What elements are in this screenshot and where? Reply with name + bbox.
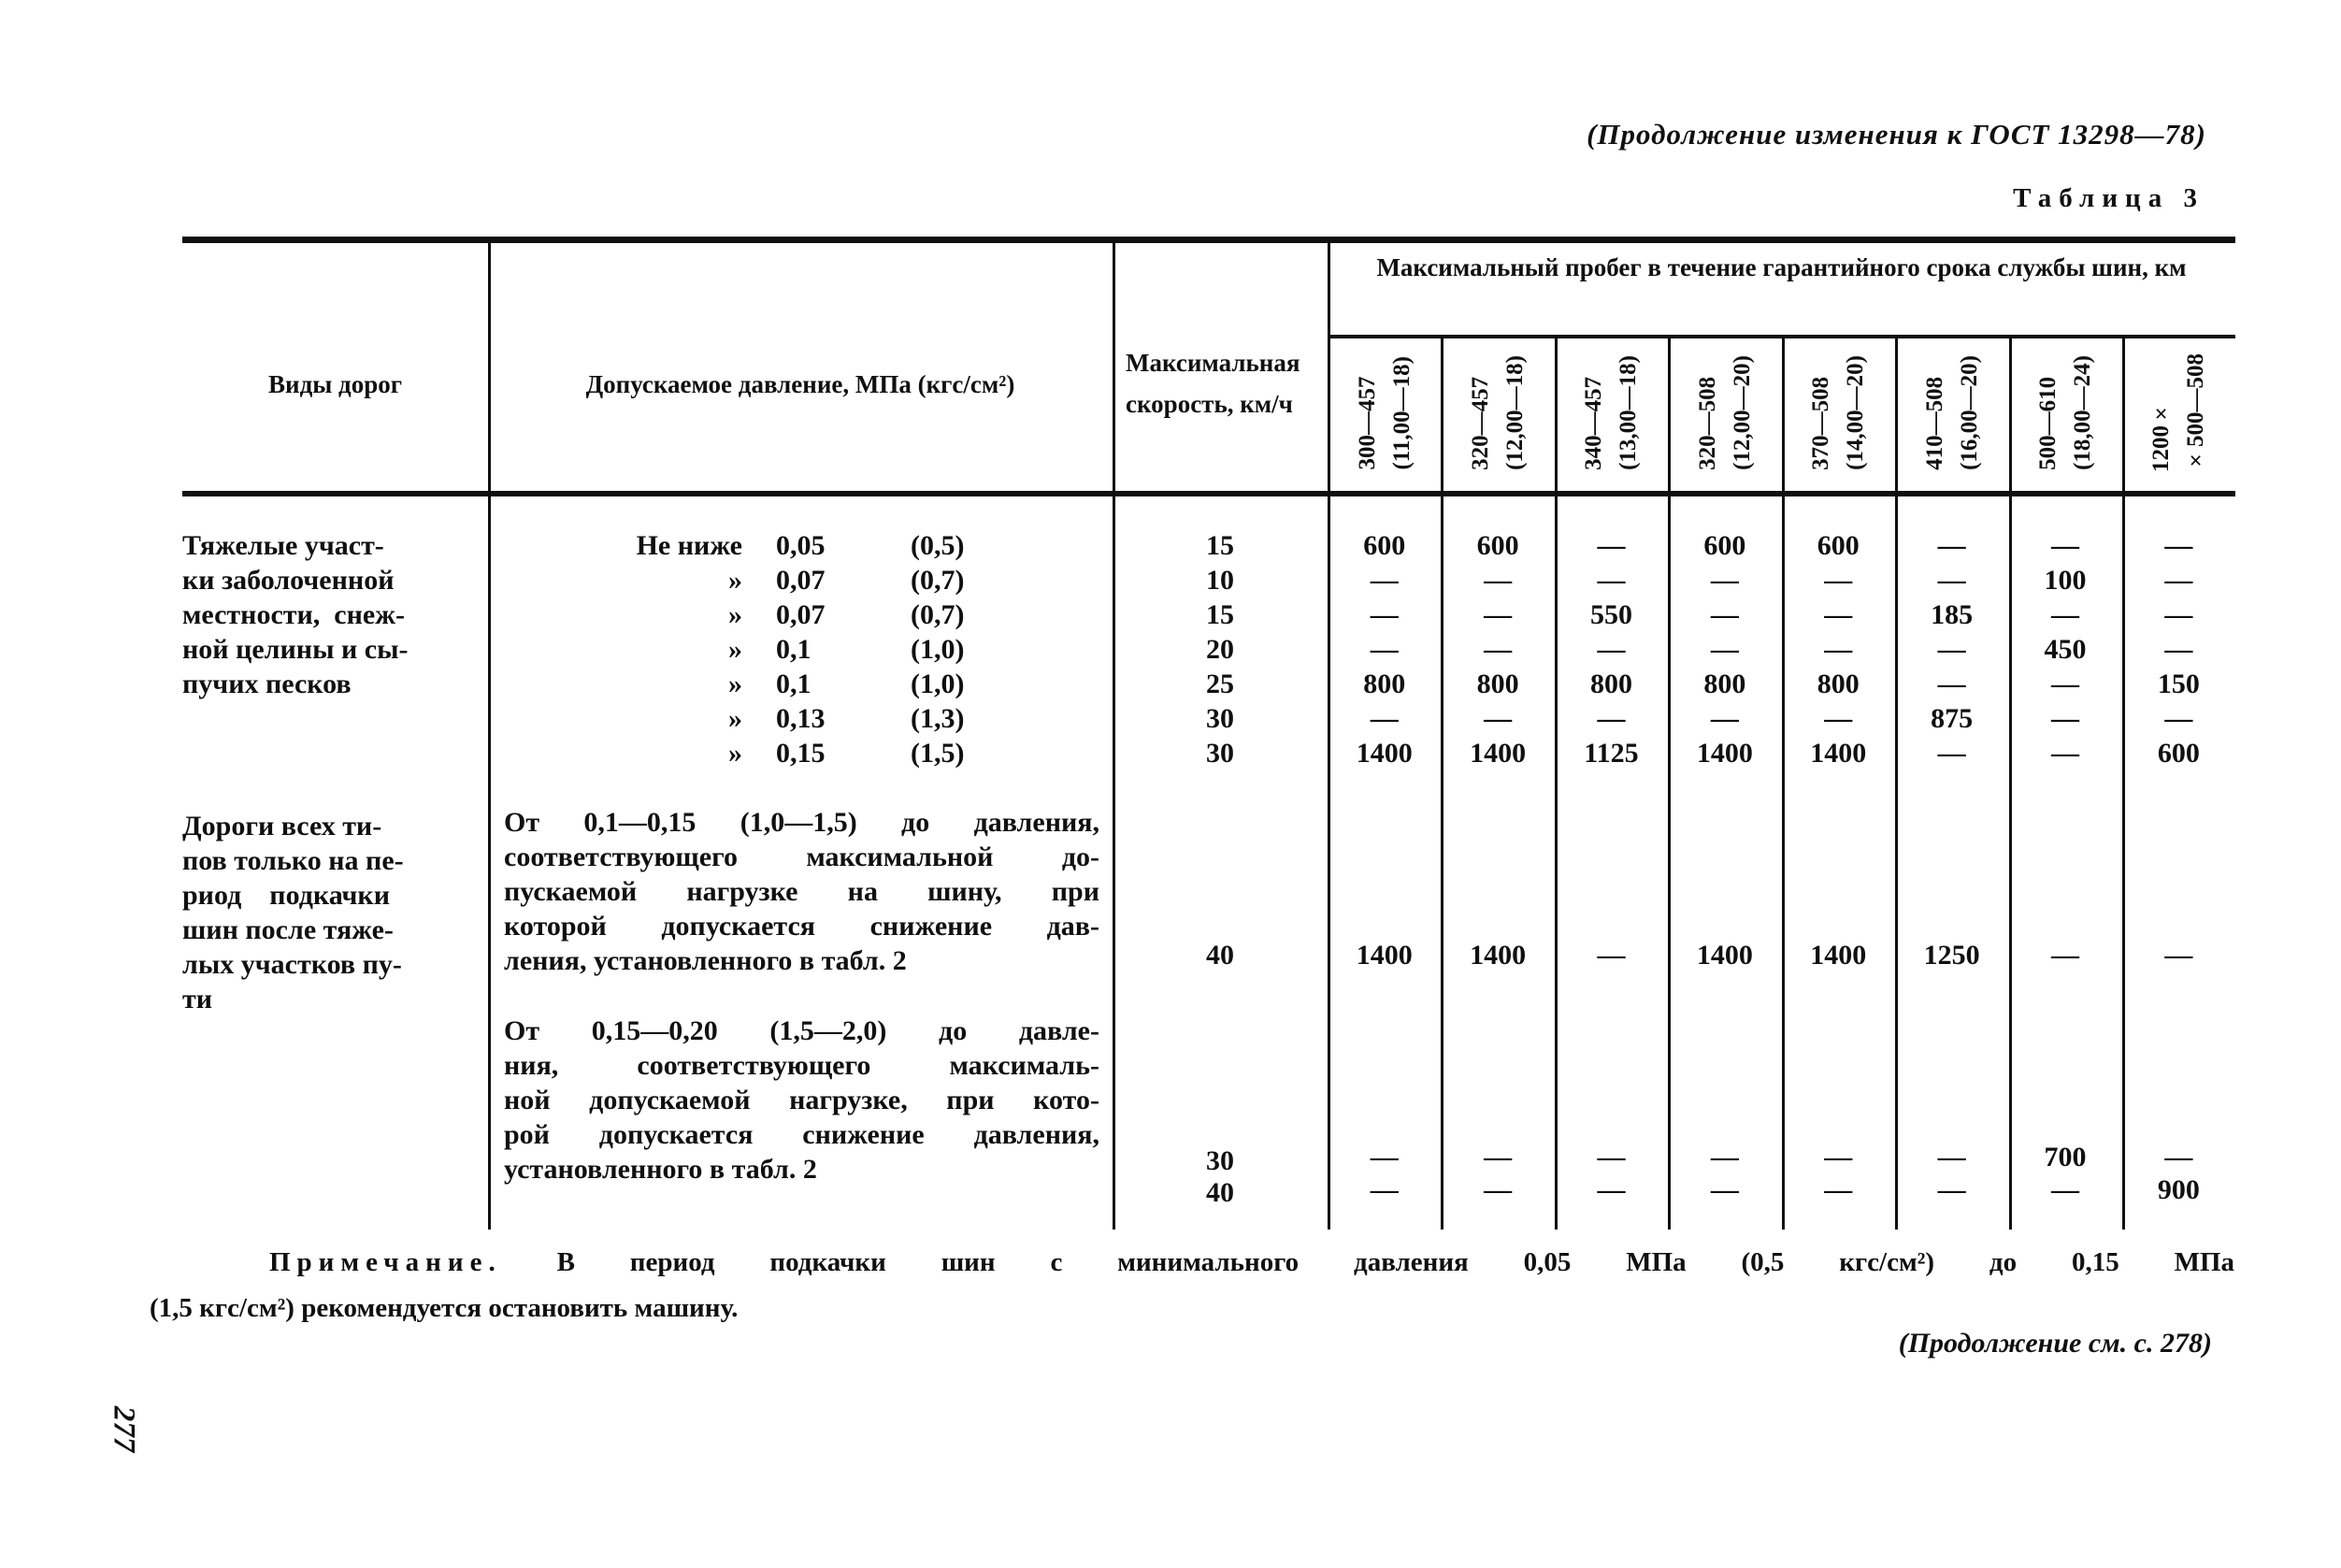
mileage-cell: — <box>1370 599 1399 630</box>
mileage-cell: — <box>1597 1174 1626 1205</box>
mileage-cell: 800 <box>1476 669 1519 699</box>
tire-size-metric: 1200× <box>2148 400 2175 472</box>
mileage-cell: — <box>1597 1142 1626 1172</box>
mileage-cell: — <box>1484 1142 1513 1172</box>
note-line-2: (1,5 кгс/см²) рекомендуется остановить машину. <box>150 1293 739 1323</box>
speed-cell: 30 <box>1206 1145 1234 1176</box>
mileage-cell: — <box>1484 565 1513 596</box>
road-type-line: пов только на пе- <box>182 845 404 876</box>
tire-size-metric: 500—610 <box>2034 376 2061 470</box>
pressure-paragraph-line: ной допускаемой нагрузке, при кото- <box>504 1085 1099 1115</box>
mileage-cell: 1400 <box>1356 738 1413 769</box>
tire-size-inch: (14,00—20) <box>1843 355 1869 470</box>
pressure-paragraph-2 <box>504 1014 1099 1187</box>
mileage-cell: — <box>1370 565 1399 596</box>
column-header-pressure: Допускаемое давление, МПа (кгс/см²) <box>585 370 1015 398</box>
mileage-cell: — <box>1710 1142 1739 1172</box>
tire-size-inch: (13,00—18) <box>1616 355 1642 470</box>
pressure-mpa: 0,05 <box>776 530 826 561</box>
mileage-cell: — <box>2164 703 2193 734</box>
mileage-column <box>2008 805 2121 1230</box>
mileage-cell: 600 <box>1476 530 1519 561</box>
mileage-cell: — <box>2164 599 2193 630</box>
pressure-paragraph-line: которой допускается снижение дав- <box>504 911 1099 942</box>
mileage-cell: 700 <box>2044 1142 2087 1172</box>
tire-size-header <box>2122 335 2235 491</box>
tire-size-header-row <box>1328 335 2235 491</box>
tire-size-header <box>2008 335 2121 491</box>
road-type-text-2 <box>182 809 488 1016</box>
mileage-column <box>1782 805 1895 1230</box>
mileage-cell: — <box>1710 703 1739 734</box>
pressure-kgf: (0,7) <box>911 565 965 596</box>
pressure-mpa: 0,07 <box>776 565 826 596</box>
mileage-cell: — <box>1824 1142 1853 1172</box>
tire-size-rotated-label <box>2144 353 2213 472</box>
pressure-paragraph-line: ния, соответствующего максималь- <box>504 1050 1099 1081</box>
road-type-line: ки заболоченной <box>182 565 395 596</box>
table-number-label: Таблица 3 <box>2013 183 2205 213</box>
mileage-cell: — <box>1710 634 1739 665</box>
mileage-cell: — <box>2050 940 2079 971</box>
column-header-mileage: Максимальный пробег в течение гарантийного срока службы шин, км <box>1376 253 2187 281</box>
road-type-line: риод подкачки <box>182 880 390 911</box>
pressure-cell <box>488 597 1113 632</box>
mileage-cell: 185 <box>1931 599 1974 630</box>
mileage-cell: — <box>2164 634 2193 665</box>
pressure-qualifier: » <box>728 738 742 769</box>
pressure-description-column <box>488 805 1113 1230</box>
pressure-qualifier: » <box>728 565 742 596</box>
mileage-cell: — <box>1597 940 1626 971</box>
mileage-cell: — <box>1484 599 1513 630</box>
pressure-qualifier: » <box>728 703 742 734</box>
mileage-column <box>1668 805 1781 1230</box>
mileage-cell: — <box>1597 530 1626 561</box>
pressure-qualifier: Не ниже <box>636 530 742 561</box>
pressure-kgf: (1,5) <box>911 738 965 769</box>
mileage-cell: — <box>1824 565 1853 596</box>
mileage-cell: — <box>1484 1174 1513 1205</box>
tire-size-inch: (18,00—24) <box>2069 355 2095 470</box>
tire-size-rotated-label <box>1576 355 1645 470</box>
tire-size-header <box>1668 335 1781 491</box>
speed-cell: 15 <box>1206 530 1234 561</box>
column-header-speed-line1: Максимальная <box>1126 349 1300 377</box>
pressure-paragraph-line: установленного в табл. 2 <box>504 1154 817 1185</box>
road-type-line: ти <box>182 984 213 1014</box>
mileage-cell: 800 <box>1703 669 1746 699</box>
pressure-kgf: (1,0) <box>911 634 965 665</box>
tire-size-inch: (12,00—18) <box>1502 355 1529 470</box>
mileage-cell: — <box>1824 634 1853 665</box>
mileage-cell: — <box>2164 565 2193 596</box>
mileage-cell: — <box>1597 634 1626 665</box>
tire-size-inch: ×500—508 <box>2183 353 2209 472</box>
pressure-paragraph-line: От 0,15—0,20 (1,5—2,0) до давле- <box>504 1015 1099 1046</box>
mileage-cell: 600 <box>2157 738 2200 769</box>
pressure-cell <box>488 701 1113 736</box>
note-label: Примечание. <box>269 1247 502 1277</box>
mileage-column <box>1895 805 2008 1230</box>
tire-size-rotated-label <box>1917 355 1987 470</box>
table-header <box>182 243 2235 491</box>
mileage-cell: — <box>1824 1174 1853 1205</box>
tire-size-header <box>1782 335 1895 491</box>
road-type-line: лых участков пу- <box>182 949 402 980</box>
pressure-kgf: (0,5) <box>911 530 965 561</box>
tire-mileage-table <box>182 237 2235 1230</box>
tire-size-metric: 340—457 <box>1581 376 1607 470</box>
tire-size-rotated-label <box>1350 356 1419 470</box>
tire-size-metric: 410—508 <box>1921 376 1947 470</box>
speed-cell: 15 <box>1206 599 1234 630</box>
mileage-cell: 550 <box>1589 599 1632 630</box>
pressure-cell <box>488 667 1113 701</box>
road-type-line: шин после тяже- <box>182 914 394 945</box>
mileage-cell: 875 <box>1931 703 1974 734</box>
pressure-qualifier: » <box>728 669 742 699</box>
mileage-cell: — <box>2164 530 2193 561</box>
mileage-cell: — <box>1370 703 1399 734</box>
tire-size-rotated-label <box>1690 355 1759 470</box>
tire-size-inch: (16,00—20) <box>1956 355 1982 470</box>
pressure-qualifier: » <box>728 634 742 665</box>
document-continuation-header: (Продолжение изменения к ГОСТ 13298—78) <box>1587 118 2206 151</box>
mileage-cell: 900 <box>2157 1174 2200 1205</box>
mileage-cell: — <box>1597 703 1626 734</box>
tire-size-header <box>1328 335 1441 491</box>
pressure-mpa: 0,1 <box>776 669 811 699</box>
mileage-cell: 800 <box>1817 669 1860 699</box>
mileage-cell: 600 <box>1817 530 1860 561</box>
mileage-cell: — <box>1370 1142 1399 1172</box>
pressure-paragraph-line: соответствующего максимальной до- <box>504 842 1099 872</box>
table-body-block-1 <box>182 496 2235 805</box>
mileage-cell: — <box>1937 565 1966 596</box>
mileage-column <box>2122 805 2235 1230</box>
speed-cell: 10 <box>1206 565 1234 596</box>
road-column-spacer <box>182 701 488 736</box>
pressure-paragraph-1 <box>504 805 1099 978</box>
pressure-kgf: (1,3) <box>911 703 965 734</box>
pressure-mpa: 0,15 <box>776 738 826 769</box>
road-type-text-1 <box>182 528 488 701</box>
mileage-cell: — <box>1937 1142 1966 1172</box>
tire-size-inch: (12,00—20) <box>1729 355 1755 470</box>
tire-size-metric: 320—457 <box>1468 376 1494 470</box>
mileage-cell: — <box>1597 565 1626 596</box>
mileage-cell: — <box>1710 1174 1739 1205</box>
speed-column <box>1113 805 1328 1230</box>
speed-cell: 25 <box>1206 669 1234 699</box>
tire-size-metric: 320—508 <box>1694 376 1720 470</box>
mileage-cell: 1400 <box>1356 940 1413 971</box>
pressure-qualifier: » <box>728 599 742 630</box>
mileage-cell: — <box>1937 634 1966 665</box>
tire-size-header <box>1555 335 1668 491</box>
mileage-cell: — <box>1937 669 1966 699</box>
note-line-1 <box>150 1240 2234 1286</box>
mileage-cell: — <box>2050 703 2079 734</box>
pressure-cell <box>488 632 1113 667</box>
mileage-cell: — <box>2050 599 2079 630</box>
pressure-mpa: 0,1 <box>776 634 811 665</box>
mileage-cell: — <box>1937 530 1966 561</box>
pressure-paragraph-line: От 0,1—0,15 (1,0—1,5) до давления, <box>504 807 1099 838</box>
tire-size-rotated-label <box>2031 355 2100 470</box>
mileage-cell: — <box>2050 1174 2079 1205</box>
table-body-block-2 <box>182 805 2235 1230</box>
pressure-kgf: (1,0) <box>911 669 965 699</box>
road-type-line: местности, снеж- <box>182 599 405 630</box>
tire-size-rotated-label <box>1463 355 1532 470</box>
mileage-cell: — <box>1370 1174 1399 1205</box>
mileage-cell: — <box>2164 940 2193 971</box>
pressure-paragraph-line: ления, установленного в табл. 2 <box>504 945 907 976</box>
pressure-paragraph-line: пускаемой нагрузке на шину, при <box>504 876 1099 907</box>
road-type-line: Тяжелые участ- <box>182 530 384 561</box>
pressure-cell <box>488 528 1113 563</box>
road-column-spacer <box>182 736 488 770</box>
speed-cell: 40 <box>1206 940 1234 971</box>
continuation-footnote: (Продолжение см. с. 278) <box>1898 1328 2212 1359</box>
speed-cell: 30 <box>1206 738 1234 769</box>
pressure-mpa: 0,07 <box>776 599 826 630</box>
mileage-cell: — <box>2050 738 2079 769</box>
mileage-cell: 1400 <box>1470 940 1527 971</box>
pressure-cell <box>488 736 1113 770</box>
road-type-line: пучих песков <box>182 669 352 699</box>
column-header-speed <box>1113 243 1328 491</box>
mileage-cell: — <box>1710 565 1739 596</box>
mileage-cell: 450 <box>2044 634 2087 665</box>
road-type-line: ной целины и сы- <box>182 634 409 665</box>
mileage-cell: — <box>1937 738 1966 769</box>
mileage-cell: 1400 <box>1810 738 1867 769</box>
page-number: 277 <box>107 1405 141 1452</box>
mileage-cell: 100 <box>2044 565 2087 596</box>
table-note <box>150 1240 2234 1331</box>
mileage-cell: — <box>1824 703 1853 734</box>
mileage-column <box>1441 805 1554 1230</box>
mileage-cell: 1400 <box>1696 940 1753 971</box>
note-text: В период подкачки шин с минимального давления 0,05 МПа (0,5 кгс/см²) до 0,15 МПа <box>556 1247 2234 1277</box>
mileage-cell: 600 <box>1363 530 1406 561</box>
mileage-cell: 1250 <box>1923 940 1980 971</box>
mileage-cell: — <box>1484 634 1513 665</box>
mileage-cell: 1400 <box>1810 940 1867 971</box>
mileage-column <box>1555 805 1668 1230</box>
pressure-mpa: 0,13 <box>776 703 826 734</box>
mileage-cell: — <box>1370 634 1399 665</box>
speed-cell: 20 <box>1206 634 1234 665</box>
tire-size-rotated-label <box>1803 355 1873 470</box>
mileage-cell: — <box>2050 530 2079 561</box>
speed-cell: 30 <box>1206 703 1234 734</box>
pressure-kgf: (0,7) <box>911 599 965 630</box>
mileage-cell: — <box>2050 669 2079 699</box>
tire-size-header <box>1441 335 1554 491</box>
mileage-cell: 1400 <box>1696 738 1753 769</box>
mileage-cell: — <box>2164 1142 2193 1172</box>
tire-size-metric: 370—508 <box>1808 376 1834 470</box>
road-type-line: Дороги всех ти- <box>182 811 382 842</box>
mileage-cell: 1400 <box>1470 738 1527 769</box>
pressure-cell <box>488 563 1113 597</box>
mileage-cell: 800 <box>1363 669 1406 699</box>
mileage-cell: 150 <box>2157 669 2200 699</box>
mileage-cell: — <box>1937 1174 1966 1205</box>
mileage-cell: 800 <box>1589 669 1632 699</box>
mileage-cell: 600 <box>1703 530 1746 561</box>
column-header-speed-line2: скорость, км/ч <box>1126 390 1293 418</box>
mileage-cell: — <box>1710 599 1739 630</box>
speed-cell: 40 <box>1206 1177 1234 1208</box>
mileage-cell: — <box>1484 703 1513 734</box>
mileage-cell: — <box>1824 599 1853 630</box>
mileage-cell: 1125 <box>1584 738 1639 769</box>
pressure-paragraph-line: рой допускается снижение давления, <box>504 1119 1099 1150</box>
tire-size-inch: (11,00—18) <box>1388 355 1415 470</box>
column-header-roads: Виды дорог <box>268 370 402 398</box>
road-column <box>182 805 488 1230</box>
tire-size-metric: 300—457 <box>1354 376 1380 470</box>
mileage-column <box>1328 805 1441 1230</box>
tire-size-header <box>1895 335 2008 491</box>
